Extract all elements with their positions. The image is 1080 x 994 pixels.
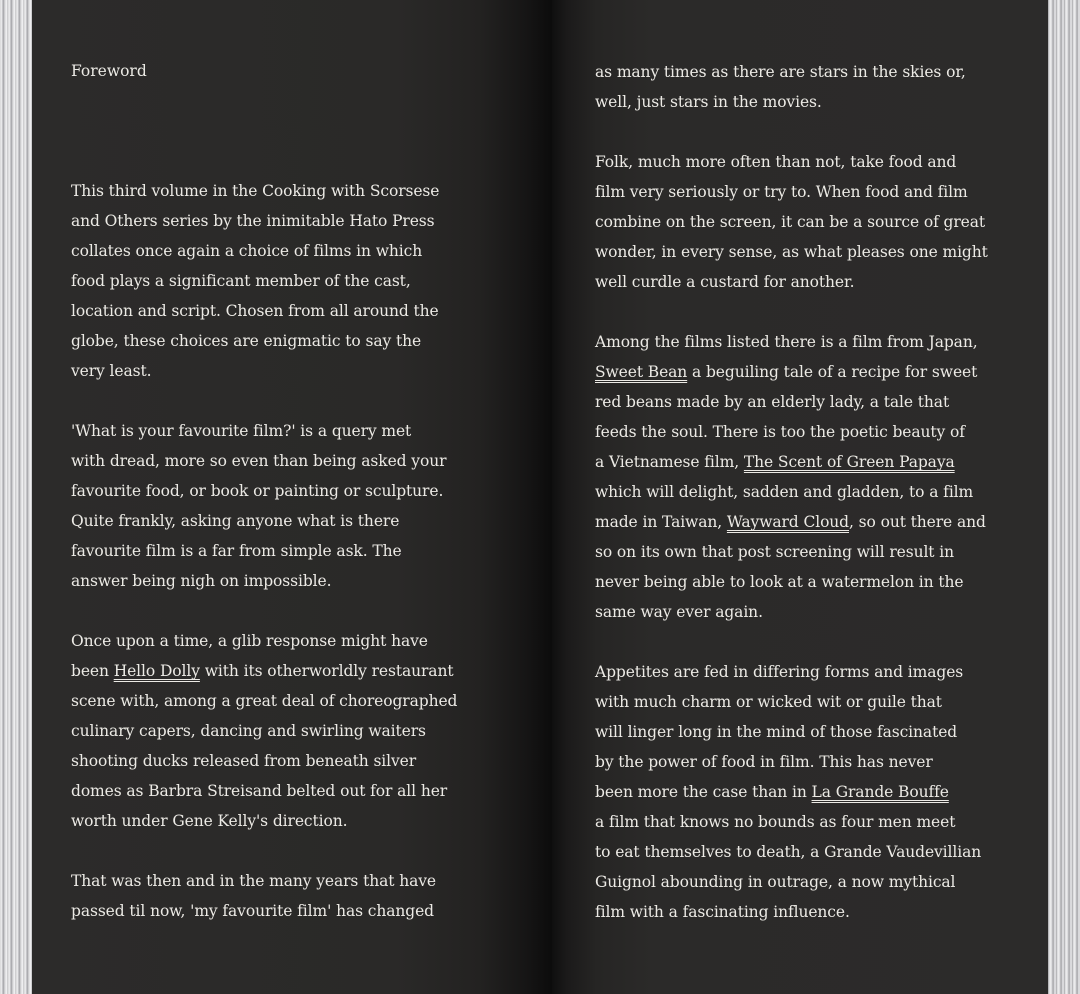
text-line <box>595 357 988 387</box>
text-line: That was then and in the many years that have <box>71 872 436 890</box>
text-line: film with a fascinating influence. <box>595 903 850 921</box>
text-line: scene with, among a great deal of choreographed <box>71 692 458 710</box>
paragraph-hello-dolly <box>71 626 457 836</box>
text-line: combine on the screen, it can be a source of great <box>595 213 986 231</box>
text-line <box>71 656 457 686</box>
text-line: favourite film is a far from simple ask. The <box>71 542 402 560</box>
text-line: so on its own that post screening will result in <box>595 543 955 561</box>
text-line: with much charm or wicked wit or guile that <box>595 693 942 711</box>
text-fragment: , so out there and <box>849 513 986 531</box>
text-line: film very seriously or try to. When food and film <box>595 183 968 201</box>
text-fragment: been more the case than in <box>595 783 812 801</box>
text-line <box>595 507 988 537</box>
paragraph-stars <box>595 57 988 117</box>
text-line <box>595 777 988 807</box>
text-line: which will delight, sadden and gladden, to a film <box>595 483 974 501</box>
text-line: to eat themselves to death, a Grande Vaudevillian <box>595 843 982 861</box>
text-line: Quite frankly, asking anyone what is there <box>71 512 400 530</box>
text-line: well curdle a custard for another. <box>595 273 855 291</box>
text-line: as many times as there are stars in the skies or, <box>595 63 966 81</box>
text-line: favourite food, or book or painting or sculpture. <box>71 482 444 500</box>
text-fragment: a beguiling tale of a recipe for sweet <box>687 363 978 381</box>
left-page-body <box>71 176 457 926</box>
text-line: will linger long in the mind of those fascinated <box>595 723 958 741</box>
text-line: Appetites are fed in differing forms and images <box>595 663 964 681</box>
text-line: location and script. Chosen from all around the <box>71 302 439 320</box>
text-line: collates once again a choice of films in which <box>71 242 423 260</box>
text-fragment: been <box>71 662 114 680</box>
text-line: wonder, in every sense, as what pleases one might <box>595 243 988 261</box>
paragraph-intro <box>71 176 457 386</box>
text-line: domes as Barbra Streisand belted out for all her <box>71 782 448 800</box>
text-line: by the power of food in film. This has never <box>595 753 933 771</box>
text-line: very least. <box>71 362 152 380</box>
text-line: Folk, much more often than not, take food and <box>595 153 957 171</box>
text-fragment: with its otherworldly restaurant <box>199 662 454 680</box>
film-title-wayward-cloud: Wayward Cloud <box>726 513 850 531</box>
text-line: feeds the soul. There is too the poetic beauty of <box>595 423 965 441</box>
page-edges-left <box>0 0 32 994</box>
paragraph-appetites <box>595 657 988 927</box>
paragraph-folk <box>595 147 988 297</box>
text-line: with dread, more so even than being asked your <box>71 452 447 470</box>
film-title-hello-dolly: Hello Dolly <box>113 662 200 680</box>
text-line: Among the films listed there is a film from Japan, <box>595 333 978 351</box>
paragraph-films-listed <box>595 327 988 627</box>
page-edges-right <box>1048 0 1080 994</box>
right-page-body <box>595 57 988 927</box>
left-page <box>32 0 552 994</box>
text-line: This third volume in the Cooking with Scorsese <box>71 182 440 200</box>
paragraph-then-and-now <box>71 866 457 926</box>
text-line: passed til now, 'my favourite film' has changed <box>71 902 434 920</box>
text-line: answer being nigh on impossible. <box>71 572 332 590</box>
paragraph-favourite-film <box>71 416 457 596</box>
text-line: and Others series by the inimitable Hato Press <box>71 212 435 230</box>
text-line: red beans made by an elderly lady, a tale that <box>595 393 950 411</box>
film-title-la-grande-bouffe: La Grande Bouffe <box>811 783 949 801</box>
text-fragment: a Vietnamese film, <box>595 453 744 471</box>
text-line: food plays a significant member of the cast, <box>71 272 411 290</box>
right-page <box>552 0 1048 994</box>
text-line: never being able to look at a watermelon in the <box>595 573 964 591</box>
text-line: a film that knows no bounds as four men meet <box>595 813 956 831</box>
text-line: well, just stars in the movies. <box>595 93 822 111</box>
film-title-scent-of-green-papaya: The Scent of Green Papaya <box>743 453 955 471</box>
text-line: shooting ducks released from beneath silver <box>71 752 417 770</box>
film-title-sweet-bean: Sweet Bean <box>595 363 688 381</box>
text-line: culinary capers, dancing and swirling waiters <box>71 722 426 740</box>
text-line: Guignol abounding in outrage, a now mythical <box>595 873 956 891</box>
text-line: Once upon a time, a glib response might have <box>71 632 428 650</box>
text-fragment: made in Taiwan, <box>595 513 727 531</box>
text-line <box>595 447 988 477</box>
text-line: worth under Gene Kelly's direction. <box>71 812 348 830</box>
text-line: globe, these choices are enigmatic to say the <box>71 332 422 350</box>
text-line: same way ever again. <box>595 603 763 621</box>
text-line: 'What is your favourite film?' is a query met <box>71 422 412 440</box>
page-title: Foreword <box>71 62 147 80</box>
